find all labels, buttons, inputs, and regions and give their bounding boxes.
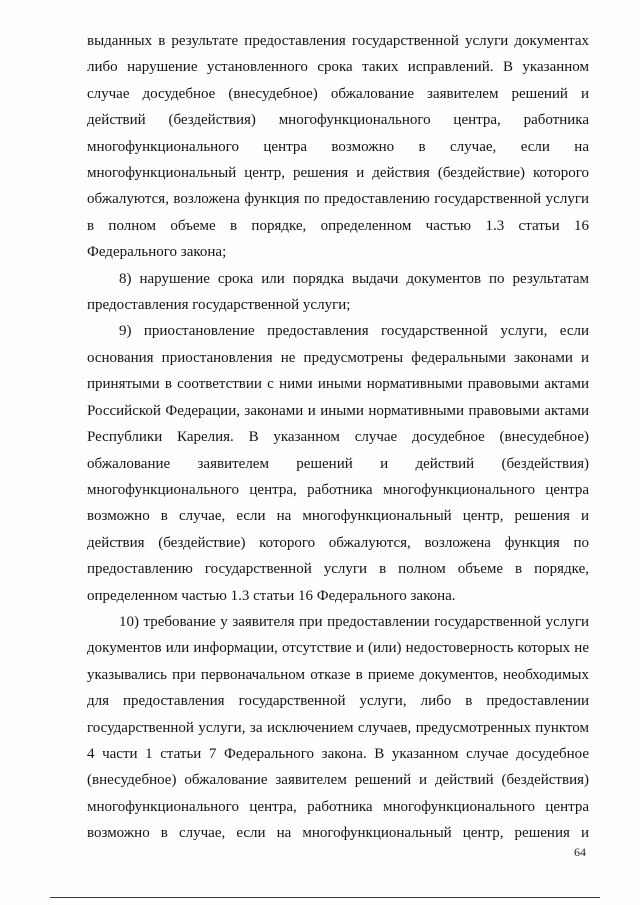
text-line: либо нарушение установленного срока таких исправлений. В указанном [87,59,589,76]
text-line: (внесудебное) обжалование заявителем решений и действий (бездействия) [87,772,589,789]
text-line: указывались при первоначальном отказе в приеме документов, необходимых [87,666,589,683]
text-line: государственной услуги, за исключением случаев, предусмотренных пунктом [87,719,589,736]
text-line: предоставления государственной услуги; [87,297,351,314]
text-line: возможно в случае, если на многофункциональный центр, решения и [87,825,589,842]
text-line: действия (бездействие) которого обжалуются, возложена функция по [87,534,589,551]
text-line: Республики Карелия. В указанном случае досудебное (внесудебное) [87,429,589,446]
text-line: 4 части 1 статьи 7 Федерального закона. В указанном случае досудебное [87,745,589,762]
text-line: для предоставления государственной услуги, либо в предоставлении [87,693,589,710]
text-line: определенном частью 1.3 статьи 16 Федерального закона. [87,587,456,604]
text-line: обжалование заявителем решений и действий (бездействия) [87,455,589,472]
text-line: многофункционального центра, работника многофункционального центра [87,798,589,815]
text-line: 9) приостановление предоставления государственной услуги, если [119,323,589,340]
text-line: 8) нарушение срока или порядка выдачи документов по результатам [119,270,589,287]
text-line: выданных в результате предоставления государственной услуги документах [87,33,589,49]
page-number: 64 [574,845,586,859]
text-line: многофункционального центра возможно в случае, если на [87,138,589,155]
text-line: действий (бездействия) многофункционального центра, работника [87,112,589,129]
text-line: документов или информации, отсутствие и (или) недостоверность которых не [87,640,589,657]
text-line: предоставлению государственной услуги в полном объеме в порядке, [87,561,589,578]
text-line: принятыми в соответствии с ними иными нормативными правовыми актами [87,376,589,393]
text-line: основания приостановления не предусмотрены федеральными законами и [87,349,589,366]
text-line: многофункционального центра, работника многофункционального центра [87,481,589,498]
text-line: Российской Федерации, законами и иными нормативными правовыми актами [87,402,589,419]
text-line: Федерального закона; [87,244,227,261]
text-line: многофункциональный центр, решения и действия (бездействие) которого [87,165,589,182]
text-line: в полном объеме в порядке, определенном частью 1.3 статьи 16 [87,217,589,234]
document-body [87,28,589,847]
text-line: 10) требование у заявителя при предоставлении государственной услуги [119,613,589,630]
text-line: случае досудебное (внесудебное) обжалование заявителем решений и [87,85,589,102]
text-line: обжалуются, возложена функция по предоставлению государственной услуги [87,191,589,208]
page-bottom-rule [50,897,600,898]
text-line: возможно в случае, если на многофункциональный центр, решения и [87,508,589,525]
